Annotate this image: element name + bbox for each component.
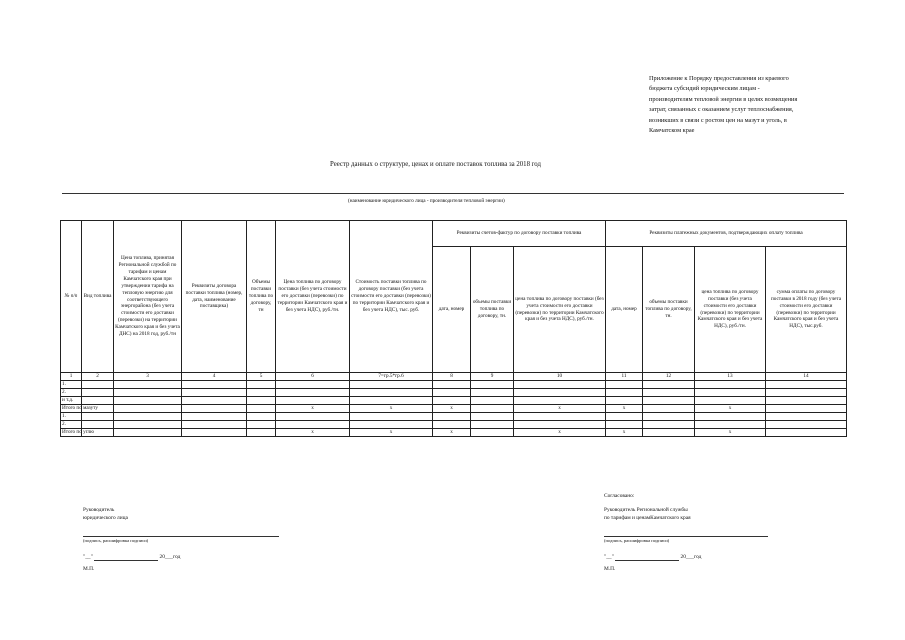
table-cell[interactable] — [606, 421, 643, 429]
table-cell[interactable] — [766, 405, 847, 413]
table-cell[interactable] — [766, 397, 847, 405]
table-cell[interactable] — [182, 405, 247, 413]
table-cell[interactable]: х — [276, 429, 350, 437]
agreed-label: Согласовано: — [604, 493, 635, 499]
table-cell[interactable] — [514, 389, 606, 397]
table-cell[interactable] — [182, 389, 247, 397]
table-cell[interactable] — [766, 421, 847, 429]
table-cell[interactable] — [82, 389, 114, 397]
table-cell[interactable] — [82, 413, 114, 421]
table-cell[interactable] — [276, 397, 350, 405]
table-cell[interactable] — [471, 381, 514, 389]
column-number: 9 — [471, 373, 514, 381]
signature-block-right — [604, 492, 768, 573]
column-number: 11 — [606, 373, 643, 381]
column-number: 12 — [643, 373, 695, 381]
table-cell[interactable] — [182, 397, 247, 405]
row-label: 1. — [61, 381, 82, 389]
appendix-line: производителям тепловой энергии в целях возмещения — [649, 95, 798, 103]
table-cell[interactable] — [695, 381, 766, 389]
appendix-line: затрат, связанных с оказанием услуг теплоснабжения, — [649, 106, 794, 114]
table-cell[interactable] — [643, 413, 695, 421]
table-cell[interactable] — [766, 381, 847, 389]
table-cell[interactable] — [350, 413, 433, 421]
table-cell[interactable] — [182, 421, 247, 429]
approver-title: по тарифам и ценамКамчатского края — [604, 515, 691, 521]
signature-block-left — [83, 506, 279, 573]
appendix-line: Камчатском крае — [649, 127, 695, 135]
table-cell[interactable] — [433, 421, 471, 429]
header-contract-price: Цена топлива по договору поставки (без учета стоимости его доставки (перевозки) по территории Камчатского края и без учета НДС), руб./тн. — [276, 221, 350, 373]
table-cell[interactable] — [471, 421, 514, 429]
table-cell[interactable] — [182, 429, 247, 437]
stamp-place: М.П. — [604, 566, 616, 572]
table-cell[interactable] — [247, 421, 276, 429]
appendix-line: возникших в связи с ростом цен на мазут и уголь, в — [649, 116, 787, 124]
table-cell[interactable]: х — [606, 429, 643, 437]
table-cell[interactable] — [471, 413, 514, 421]
date-day: "__" — [83, 554, 93, 560]
row-label: Итого по углю — [62, 429, 95, 435]
column-number: 14 — [766, 373, 847, 381]
date-year: 20___год — [680, 554, 702, 560]
table-cell[interactable] — [433, 413, 471, 421]
header-fuel-type: Вид топлива — [82, 221, 114, 373]
appendix-note — [649, 74, 859, 136]
appendix-line: бюджета субсидий юридическим лицам - — [649, 85, 760, 93]
table-cell[interactable] — [114, 381, 182, 389]
table-cell[interactable] — [766, 429, 847, 437]
header-payment-sum: сумма оплаты по договору поставки в 2018 году (без учета стоимости его доставки (перевозки) по территории Камчатского края и без учета НДС), тыс.руб. — [766, 247, 847, 373]
table-cell[interactable] — [643, 397, 695, 405]
date-day: "__" — [604, 554, 614, 560]
table-row — [61, 381, 847, 389]
table-row — [61, 389, 847, 397]
table-cell[interactable]: х — [514, 429, 606, 437]
column-number: 5 — [247, 373, 276, 381]
table-cell[interactable] — [766, 413, 847, 421]
table-cell[interactable] — [247, 405, 276, 413]
table-cell[interactable] — [247, 389, 276, 397]
table-cell[interactable]: х — [276, 405, 350, 413]
approver-title: Руководитель Региональной службы — [604, 507, 688, 513]
table-cell[interactable] — [82, 381, 114, 389]
table-cell[interactable] — [82, 397, 114, 405]
row-label: 2. — [61, 421, 82, 429]
table-cell[interactable]: х — [514, 405, 606, 413]
signature-caption: (подпись, расшифровка подписи) — [83, 538, 149, 543]
table-cell[interactable]: х — [695, 405, 766, 413]
table-cell[interactable] — [276, 421, 350, 429]
table-cell[interactable] — [247, 397, 276, 405]
row-label: и т.д. — [61, 397, 82, 405]
table-cell[interactable]: х — [350, 429, 433, 437]
header-contract-cost: Стоимость поставки топлива по договору поставки (без учета стоимости его доставки (перевозки) по территории Камчатского края и без учета НДС), тыс. руб. — [350, 221, 433, 373]
table-cell[interactable] — [643, 389, 695, 397]
table-cell[interactable] — [433, 389, 471, 397]
header-payment-volume: объемы поставки топлива по договору, тн. — [643, 247, 695, 373]
header-payment-date: дата, номер — [606, 247, 643, 373]
table-cell[interactable] — [276, 389, 350, 397]
date-month-field[interactable] — [94, 554, 158, 561]
table-cell[interactable] — [276, 413, 350, 421]
table-cell[interactable] — [350, 397, 433, 405]
table-cell[interactable]: х — [606, 405, 643, 413]
table-cell[interactable] — [247, 429, 276, 437]
column-numbers-row — [61, 373, 847, 381]
table-cell[interactable] — [471, 389, 514, 397]
column-number: 2 — [82, 373, 114, 381]
table-cell[interactable] — [247, 381, 276, 389]
table-cell[interactable]: х — [695, 429, 766, 437]
table-cell[interactable] — [114, 397, 182, 405]
header-payments-group: Реквизиты платежных документов, подтверждающих оплату топлива — [606, 221, 847, 247]
header-contract-volume: Объемы поставки топлива по договору, тн — [247, 221, 276, 373]
column-number: 13 — [695, 373, 766, 381]
stamp-place: М.П. — [83, 566, 95, 572]
signer-title: юридического лица — [83, 515, 128, 521]
table-cell[interactable] — [606, 381, 643, 389]
signer-title: Руководитель — [83, 507, 115, 513]
table-cell[interactable] — [433, 381, 471, 389]
table-cell[interactable]: х — [433, 405, 471, 413]
column-number: 10 — [514, 373, 606, 381]
table-cell[interactable] — [114, 413, 182, 421]
table-row — [61, 429, 847, 437]
row-label: 2. — [61, 389, 82, 397]
table-cell[interactable] — [643, 421, 695, 429]
column-number: 6 — [276, 373, 350, 381]
table-cell[interactable] — [247, 413, 276, 421]
column-number: 1 — [61, 373, 82, 381]
table-cell[interactable] — [114, 429, 182, 437]
header-invoice-date: дата, номер — [433, 247, 471, 373]
table-cell[interactable] — [766, 389, 847, 397]
table-cell[interactable] — [514, 413, 606, 421]
table-cell[interactable] — [182, 381, 247, 389]
fuel-registry-table — [60, 220, 847, 437]
table-cell[interactable] — [433, 397, 471, 405]
header-approved-price: Цена топлива, принятая Региональной службой по тарифам и ценам Камчатского края при утверждении тарифа на тепловую энергию для соответствующего энергорайона (без учета стоимости его доставки (перевозки) на территории Камчатского края и без учета ДНС) на 2018 год, руб./тн — [114, 221, 182, 373]
row-label: Итого по мазуту — [62, 405, 98, 411]
column-number: 8 — [433, 373, 471, 381]
table-cell[interactable] — [471, 429, 514, 437]
table-cell[interactable] — [82, 421, 114, 429]
column-number: 3 — [114, 373, 182, 381]
table-cell[interactable] — [695, 397, 766, 405]
table-row — [61, 397, 847, 405]
table-cell[interactable] — [695, 413, 766, 421]
table-cell[interactable] — [606, 413, 643, 421]
table-cell[interactable]: х — [350, 405, 433, 413]
table-cell[interactable] — [471, 397, 514, 405]
table-cell[interactable] — [114, 389, 182, 397]
table-cell[interactable] — [514, 421, 606, 429]
table-cell[interactable] — [643, 429, 695, 437]
row-label: 1. — [61, 413, 82, 421]
table-cell[interactable] — [182, 413, 247, 421]
column-number: 7=гр.5*гр.6 — [350, 373, 433, 381]
table-cell[interactable] — [514, 397, 606, 405]
table-cell[interactable] — [350, 389, 433, 397]
organization-name-line — [62, 193, 844, 194]
header-invoice-price: цена топлива по договору поставки (без учета стоимости его доставки (перевозки) по территории Камчатского края и без учета НДС), руб./тн. — [514, 247, 606, 373]
table-cell[interactable] — [514, 381, 606, 389]
table-cell[interactable] — [114, 405, 182, 413]
table-cell[interactable] — [695, 389, 766, 397]
header-payment-price: цена топлива по договору поставки (без учета стоимости его доставки (перевозки) по территории Камчатского края и без учета НДС), руб./тн. — [695, 247, 766, 373]
table-cell[interactable] — [114, 421, 182, 429]
table-row — [61, 405, 847, 413]
header-invoices-group: Реквизиты счетов-фактур по договору поставки топлива — [433, 221, 606, 247]
table-cell[interactable] — [606, 397, 643, 405]
signature-caption: (подпись, расшифровка подписи) — [604, 538, 670, 543]
table-cell[interactable] — [471, 405, 514, 413]
table-cell[interactable] — [350, 381, 433, 389]
table-cell[interactable] — [350, 421, 433, 429]
appendix-line: Приложение к Порядку предоставления из краевого — [649, 75, 789, 82]
date-month-field[interactable] — [615, 554, 679, 561]
column-number: 4 — [182, 373, 247, 381]
table-cell[interactable] — [606, 389, 643, 397]
header-invoice-volume: объемы поставки топлива по договору, тн. — [471, 247, 514, 373]
table-row — [61, 421, 847, 429]
table-row — [61, 413, 847, 421]
table-cell[interactable] — [276, 381, 350, 389]
date-year: 20___год — [159, 554, 181, 560]
organization-caption: (наименование юридического лица - производителя тепловой энергии) — [348, 198, 505, 204]
document-title: Реестр данных о структуре, ценах и оплате поставок топлива за 2018 год — [330, 161, 541, 168]
date-line — [83, 553, 279, 561]
table-cell[interactable] — [643, 381, 695, 389]
table-cell[interactable] — [695, 421, 766, 429]
header-contract-details: Реквизиты договора поставки топлива (номер, дата, наименование поставщика) — [182, 221, 247, 373]
date-line — [604, 553, 768, 561]
table-cell[interactable] — [643, 405, 695, 413]
header-num: № п/п — [61, 221, 82, 373]
table-cell[interactable]: х — [433, 429, 471, 437]
